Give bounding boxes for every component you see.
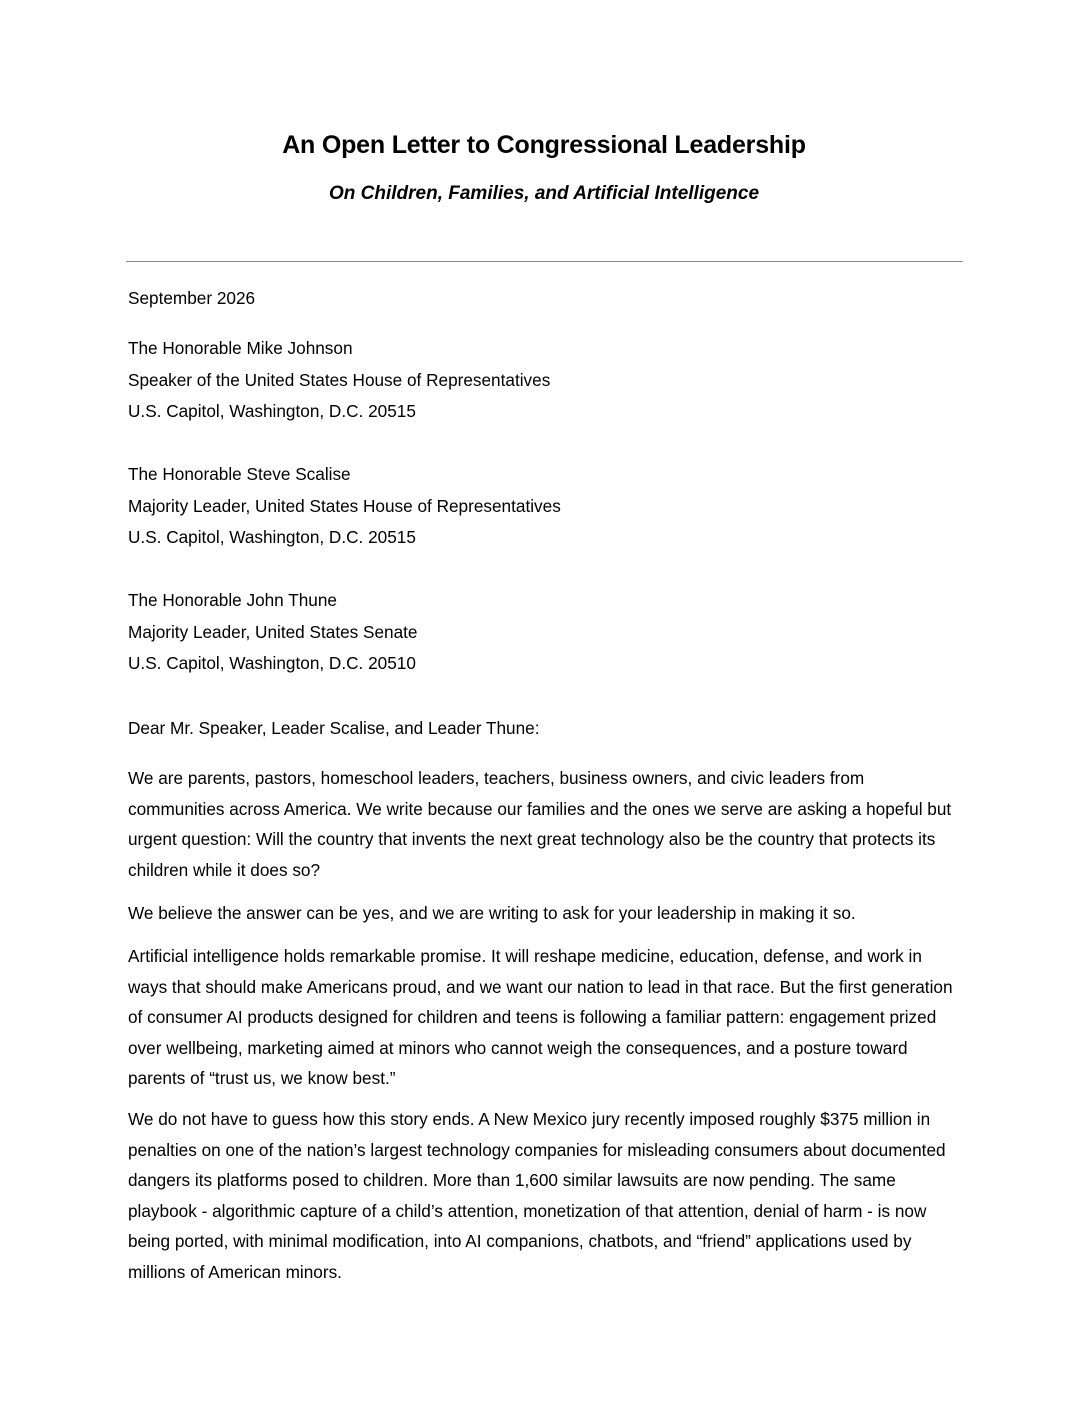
body-paragraph: We are parents, pastors, homeschool leaders, teachers, business owners, and civic leaders from communities across America. We write because our families and the ones we serve are asking a hopeful but urgent question: Will the country that invents the next great technology also be the country that protects its children while it does so? [128,768,952,880]
recipient-name: The Honorable John Thune [128,590,337,610]
letter-subtitle: On Children, Families, and Artificial Intelligence [328,183,760,204]
body-paragraph: Artificial intelligence holds remarkable promise. It will reshape medicine, education, defense, and work in ways that should make Americans proud, and we want our nation to lead in that race. But the first generation of consumer AI products designed for children and teens is following a familiar pattern: engagement prized over wellbeing, marketing aimed at minors who cannot weigh the consequences, and a posture toward parents of “trust us, we know best.” [128,946,953,1088]
letter-title: An Open Letter to Congressional Leadership [282,131,806,159]
body-paragraph: We do not have to guess how this story ends. A New Mexico jury recently imposed roughly $375 million in penalties on one of the nation’s largest technology companies for misleading consumers about documented dangers its platforms posed to children. More than 1,600 similar lawsuits are now pending. The same playbook - algorithmic capture of a child’s attention, monetization of that attention, denial of harm - is now being ported, with minimal modification, into AI companions, chatbots, and “friend” applications used by millions of American minors. [128,1109,946,1282]
header-divider [126,261,963,262]
recipient-address: U.S. Capitol, Washington, D.C. 20515 [128,401,416,421]
salutation: Dear Mr. Speaker, Leader Scalise, and Leader Thune: [128,718,540,738]
body-paragraph: We believe the answer can be yes, and we are writing to ask for your leadership in making it so. [128,903,856,923]
recipient-role: Speaker of the United States House of Representatives [128,369,551,390]
recipient-address: U.S. Capitol, Washington, D.C. 20510 [128,653,416,673]
recipient-name: The Honorable Steve Scalise [128,464,351,484]
recipient-address: U.S. Capitol, Washington, D.C. 20515 [128,527,416,547]
recipient-block-2 [128,459,962,554]
recipient-role: Majority Leader, United States House of Representatives [128,495,561,516]
recipient-name: The Honorable Mike Johnson [128,338,353,358]
letter-date: September 2026 [128,288,256,308]
recipient-block-3 [128,585,962,680]
recipient-block-1 [128,333,962,428]
recipient-role: Majority Leader, United States Senate [128,621,418,642]
